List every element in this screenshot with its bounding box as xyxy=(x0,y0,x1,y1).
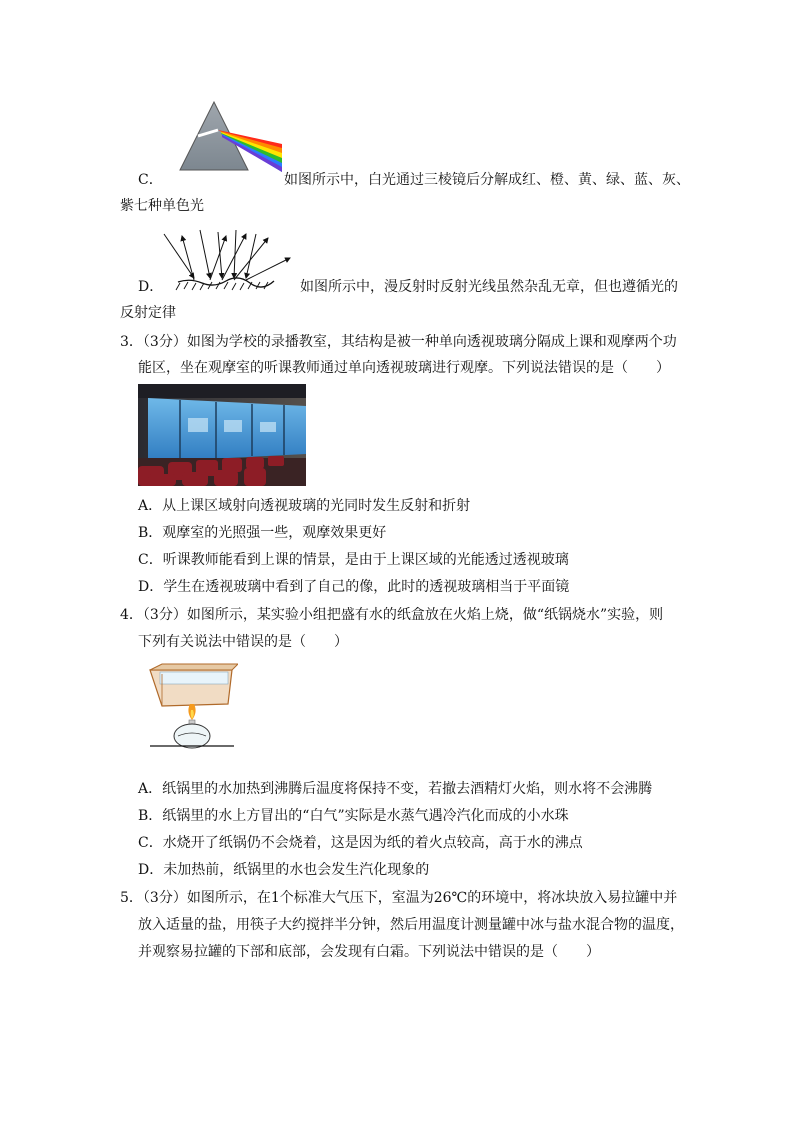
prism-figure xyxy=(178,100,282,176)
q3-option-c: C．听课教师能看到上课的情景，是由于上课区域的光能透过透视玻璃 xyxy=(138,552,569,568)
option-d-text: 如图所示中，漫反射时反射光线虽然杂乱无章，但也遵循光的 xyxy=(300,279,678,295)
q4-option-b: B．纸锅里的水上方冒出的“白气”实际是水蒸气遇冷汽化而成的小水珠 xyxy=(138,808,569,824)
diffuse-reflection-figure xyxy=(160,228,296,296)
q4-stem: 4．（3分）如图所示，某实验小组把盛有水的纸盒放在火焰上烧，做“纸锅烧水”实验，则 xyxy=(120,607,664,623)
option-d-text-cont: 反射定律 xyxy=(120,305,176,321)
q3-stem: 3．（3分）如图为学校的录播教室，其结构是被一种单向透视玻璃分隔成上课和观摩两个功 xyxy=(120,334,677,350)
q3-option-a: A．从上课区域射向透视玻璃的光同时发生反射和折射 xyxy=(138,498,471,514)
q3-option-d: D．学生在透视玻璃中看到了自己的像，此时的透视玻璃相当于平面镜 xyxy=(138,579,570,595)
q4-option-c: C．水烧开了纸锅仍不会烧着，这是因为纸的着火点较高，高于水的沸点 xyxy=(138,835,583,851)
q4-stem-cont: 下列有关说法中错误的是（ ） xyxy=(138,634,348,650)
q4-option-a: A．纸锅里的水加热到沸腾后温度将保持不变，若撤去酒精灯火焰，则水将不会沸腾 xyxy=(138,781,653,797)
option-c-text: 如图所示中，白光通过三棱镜后分解成红、橙、黄、绿、蓝、灰、 xyxy=(284,172,690,188)
classroom-photo xyxy=(138,384,306,486)
q3-stem-cont: 能区，坐在观摩室的听课教师通过单向透视玻璃进行观摩。下列说法错误的是（ ） xyxy=(138,360,670,376)
option-c-label: C． xyxy=(138,172,163,188)
option-c-text-cont: 紫七种单色光 xyxy=(120,198,204,214)
q3-option-b: B．观摩室的光照强一些，观摩效果更好 xyxy=(138,525,387,541)
option-d-label: D． xyxy=(138,279,164,295)
paper-pot-figure xyxy=(146,660,238,756)
q4-option-d: D．未加热前，纸锅里的水也会发生汽化现象的 xyxy=(138,862,430,878)
q5-stem: 5．（3分）如图所示，在1个标准大气压下，室温为26℃的环境中，将冰块放入易拉罐中并 xyxy=(120,890,678,906)
q5-stem-cont-2: 并观察易拉罐的下部和底部，会发现有白霜。下列说法中错误的是（ ） xyxy=(138,944,600,960)
q5-stem-cont: 放入适量的盐，用筷子大约搅拌半分钟，然后用温度计测量罐中冰与盐水混合物的温度， xyxy=(138,917,684,933)
